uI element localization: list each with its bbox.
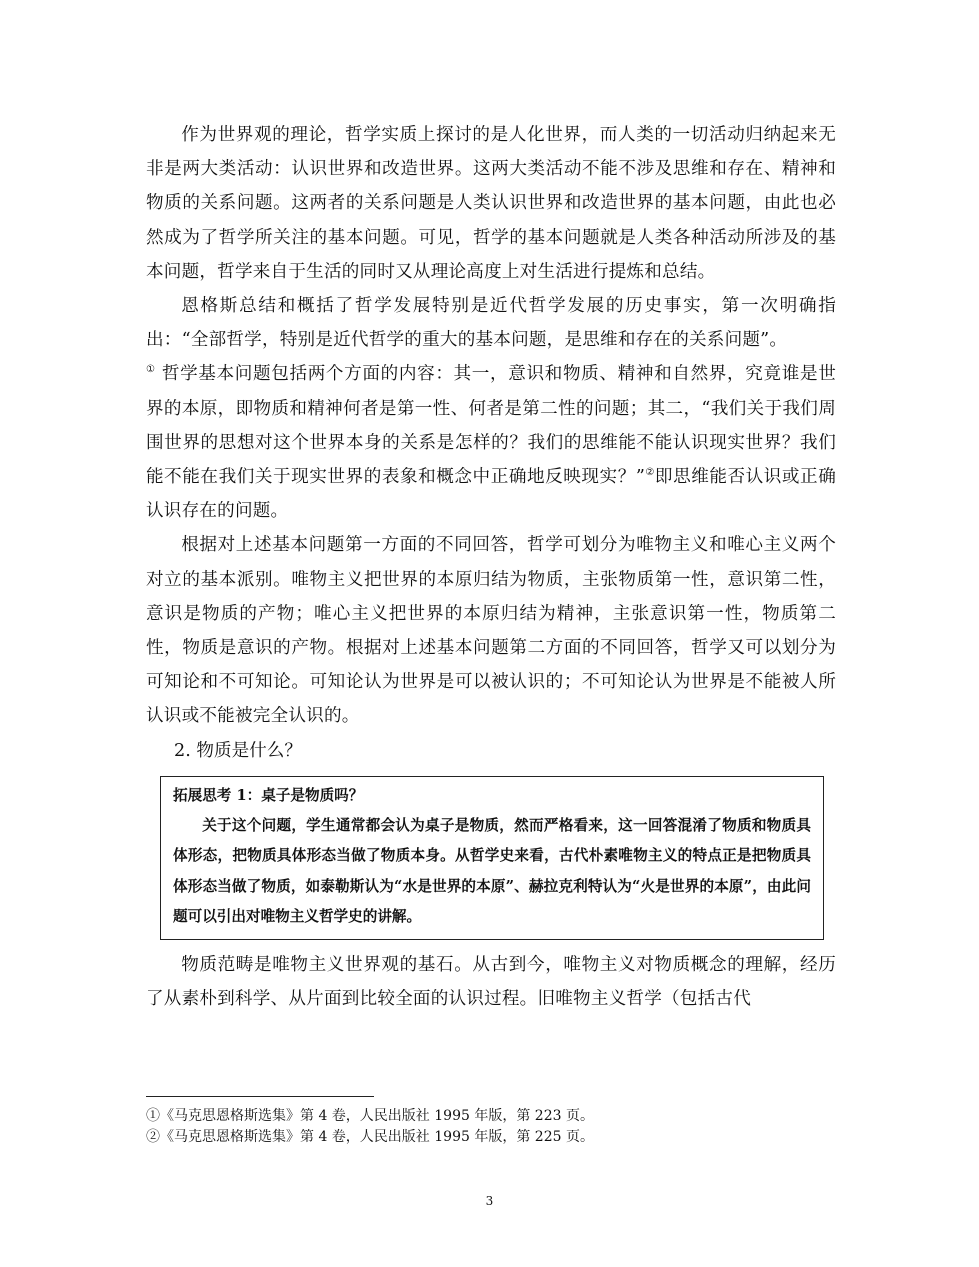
box-title: 拓展思考 1：桌子是物质吗？: [173, 786, 364, 804]
footnote-2: ②《马克思恩格斯选集》第 4 卷，人民出版社 1995 年版，第 225 页。: [146, 1129, 594, 1145]
body-content: [146, 118, 836, 1016]
extension-thinking-box: [160, 776, 824, 940]
paragraph-3: 根据对上述基本问题第一方面的不同回答，哲学可划分为唯物主义和唯心主义两个对立的基本派别。唯物主义把世界的本原归结为物质，主张物质第一性，意识第二性，意识是物质的产物；唯心主义把世界的本原归结为精神，主张意识第一性，物质第二性，物质是意识的产物。根据对上述基本问题第二方面的不同回答，哲学又可以划分为可知论和不可知论。可知论认为世界是可以被认识的；不可知论认为世界是不能被人所认识或不能被完全认识的。: [146, 535, 836, 727]
section-heading: 2. 物质是什么？: [174, 740, 302, 761]
footnote-ref-1[interactable]: ①: [146, 364, 156, 376]
footnote-divider: [146, 1096, 374, 1097]
footnote-ref-2[interactable]: ②: [645, 467, 655, 479]
box-text: 关于这个问题，学生通常都会认为桌子是物质，然而严格看来，这一回答混淆了物质和物质具体形态，把物质具体形态当做了物质本身。从哲学史来看，古代朴素唯物主义的特点正是把物质具体形态当做了物质，如泰勒斯认为“水是世界的本原”、赫拉克利特认为“火是世界的本原”，由此问题可以引出对唯物主义哲学史的讲解。: [173, 816, 811, 926]
page-number: 3: [485, 1194, 494, 1208]
paragraph-2-continued: 哲学基本问题包括两个方面的内容：其一，意识和物质、精神和自然界，究竟谁是世界的本原，即物质和精神何者是第一性、何者是第二性的问题；其二，“我们关于我们周围世界的思想对这个世界本身的关系是怎样的？我们的思维能不能认识现实世界？我们能不能在我们关于现实世界的表象和概念中正确地反映现实？”: [146, 364, 836, 488]
footnote-1: ①《马克思恩格斯选集》第 4 卷，人民出版社 1995 年版，第 223 页。: [146, 1108, 594, 1124]
footnotes: [146, 1106, 836, 1148]
paragraph-4: 物质范畴是唯物主义世界观的基石。从古到今，唯物主义对物质概念的理解，经历了从素朴到科学、从片面到比较全面的认识过程。旧唯物主义哲学（包括古代: [146, 954, 836, 1010]
paragraph-2-end: 即思维能否认识或正确认识存在的问题。: [146, 467, 836, 522]
paragraph-2-quote: 恩格斯总结和概括了哲学发展特别是近代哲学发展的历史事实，第一次明确指出：“全部哲学，特别是近代哲学的重大的基本问题，是思维和存在的关系问题”。: [146, 296, 836, 351]
paragraph-2: [146, 289, 836, 528]
paragraph-1: 作为世界观的理论，哲学实质上探讨的是人化世界，而人类的一切活动归纳起来无非是两大类活动：认识世界和改造世界。这两大类活动不能不涉及思维和存在、精神和物质的关系问题。这两者的关系问题是人类认识世界和改造世界的基本问题，由此也必然成为了哲学所关注的基本问题。可见，哲学的基本问题就是人类各种活动所涉及的基本问题，哲学来自于生活的同时又从理论高度上对生活进行提炼和总结。: [146, 125, 836, 282]
